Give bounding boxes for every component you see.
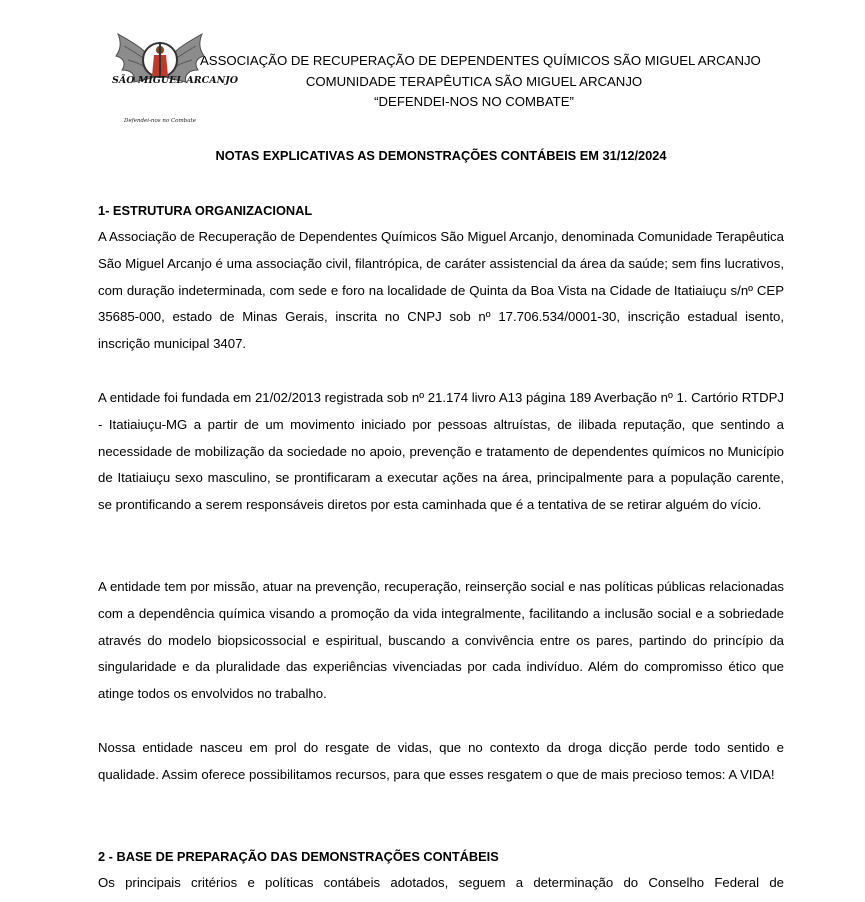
document-header [200,51,761,113]
section-2-paragraph-1: Os principais critérios e políticas contábeis adotados, seguem a determinação do Conselho Federal de [98,875,784,890]
document-title: NOTAS EXPLICATIVAS AS DEMONSTRAÇÕES CONTÁBEIS EM 31/12/2024 [215,148,667,163]
header-community-name: COMUNIDADE TERAPÊUTICA SÃO MIGUEL ARCANJO [305,73,643,89]
section-1-paragraph-4: Nossa entidade nasceu em prol do resgate de vidas, que no contexto da droga dicção perde todo sentido e qualidade. Assim oferece possibilitamos recursos, para que esses resgatem o que de mais precioso temos: A VIDA! [98,740,784,782]
section-1-heading: 1- ESTRUTURA ORGANIZACIONAL [98,203,313,218]
section-2-heading: 2 - BASE DE PREPARAÇÃO DAS DEMONSTRAÇÕES CONTÁBEIS [98,849,499,864]
organization-logo [112,28,239,132]
logo-name: SÃO MIGUEL ARCANJO [112,75,239,86]
logo-motto: Defendei-nos no Combate [124,118,196,124]
header-motto: “DEFENDEI-NOS NO COMBATE” [374,94,574,109]
header-org-name: ASSOCIAÇÃO DE RECUPERAÇÃO DE DEPENDENTES QUÍMICOS SÃO MIGUEL ARCANJO [200,53,761,68]
section-1-paragraph-1: A Associação de Recuperação de Dependentes Químicos São Miguel Arcanjo, denominada Comunidade Terapêutica São Miguel Arcanjo é uma associação civil, filantrópica, de caráter assistencial da área da saúde; sem fins lucrativos, com duração indeterminada, com sede e foro na localidade de Quinta da Boa Vista na Cidade de Itatiaiuçu s/nº CEP 35685-000, estado de Minas Gerais, inscrita no CNPJ sob nº 17.706.534/0001-30, inscrição estadual isento, inscrição municipal 3407. [98,229,784,352]
section-1-paragraph-2: A entidade foi fundada em 21/02/2013 registrada sob nº 21.174 livro A13 página 189 Averbação nº 1. Cartório RTDPJ - Itatiaiuçu-MG a partir de um movimento iniciado por pessoas altruístas, de ilibada reputação, que sentindo a necessidade de mobilização da sociedade no apoio, prevenção e tratamento de dependentes químicos no Município de Itatiaiuçu sexo masculino, se prontificaram a executar ações na área, principalmente para a população carente, se prontificando a serem responsáveis diretos por esta caminhada que é a tentativa de se retirar alguém do vício. [98,390,784,513]
section-1-paragraph-3: A entidade tem por missão, atuar na prevenção, recuperação, reinserção social e nas políticas públicas relacionadas com a dependência química visando a promoção da vida integralmente, facilitando a inclusão social e a sobriedade através do modelo biopsicossocial e espiritual, buscando a convivência entre os pares, partindo do princípio da singularidade e da pluralidade das experiências vivenciadas por cada indivíduo. Além do compromisso ético que atinge todos os envolvidos no trabalho. [98,579,784,702]
